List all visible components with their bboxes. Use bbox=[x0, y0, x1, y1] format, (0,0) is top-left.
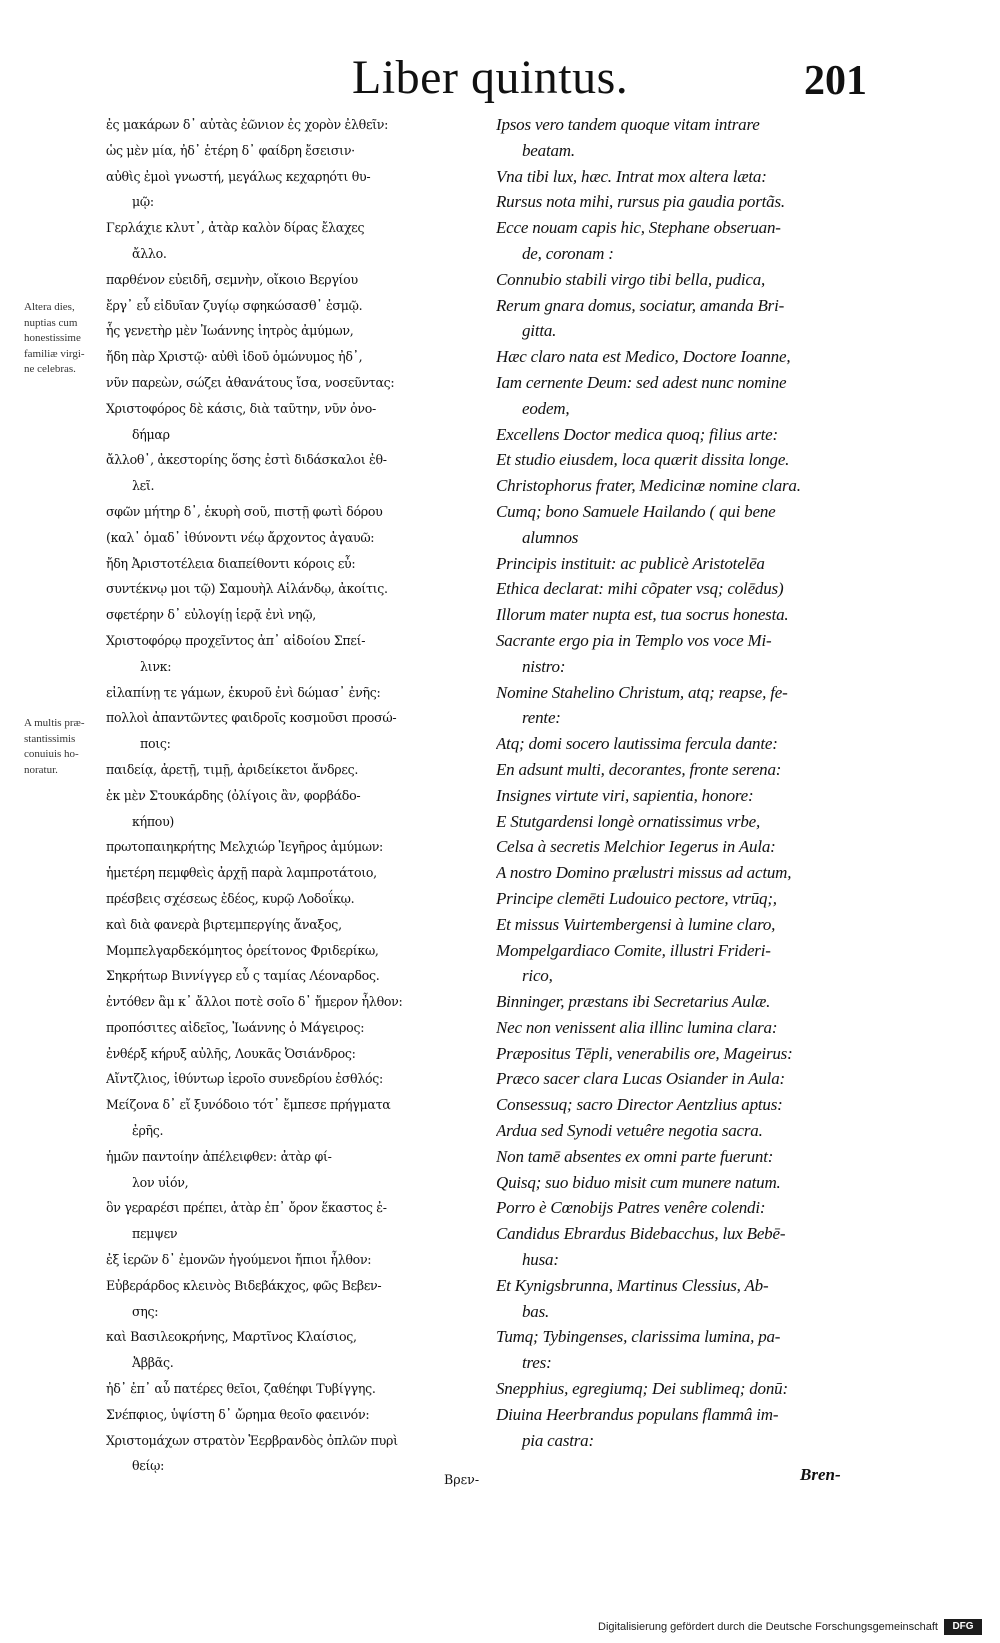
latin-line: Mompelgardiaco Comite, illustri Frideri- bbox=[496, 940, 771, 960]
latin-line: Nec non venissent alia illinc lumina clara: bbox=[496, 1017, 778, 1037]
greek-line: Χριστοφόρῳ προχεῖντος ἀπ᾽ αἰδοίου Σπεί- bbox=[106, 632, 366, 648]
greek-line: δήμαρ bbox=[132, 426, 170, 442]
latin-line: rico, bbox=[522, 966, 553, 986]
greek-line: Χριστοφόρος δὲ κάσις, διὰ ταῦτην, νῦν ὀνο- bbox=[106, 400, 376, 416]
latin-line: Porro è Cœnobijs Patres venêre colendi: bbox=[496, 1198, 766, 1218]
latin-line: Illorum mater nupta est, tua socrus honesta. bbox=[496, 605, 789, 625]
latin-line: Ipsos vero tandem quoque vitam intrare bbox=[496, 115, 760, 134]
greek-line: καὶ διὰ φανερὰ βιρτεμπεργίης ἄναξος, bbox=[106, 916, 342, 932]
running-head-title: Liber quintus. bbox=[352, 51, 629, 104]
latin-line: A nostro Domino prælustri missus ad actum, bbox=[496, 863, 792, 883]
latin-line: Binninger, præstans ibi Secretarius Aulæ. bbox=[496, 992, 771, 1012]
greek-line: ἄλλοθ᾽, ἀκεστορίης ὅσης ἐστὶ διδάσκαλοι ἐθ- bbox=[106, 452, 387, 468]
greek-line: ἤδη πὰρ Χριστῷ· αὐθὶ ἰδοῦ ὁμώνυμος ἠδ᾽, bbox=[106, 349, 363, 365]
greek-line: θείῳ: bbox=[132, 1458, 165, 1474]
greek-line: κήπου) bbox=[132, 813, 175, 829]
latin-line: E Stutgardensi longè ornatissimus vrbe, bbox=[496, 811, 761, 831]
latin-line: Præco sacer clara Lucas Osiander in Aula: bbox=[496, 1069, 785, 1089]
latin-line: Iam cernente Deum: sed adest nunc nomine bbox=[496, 372, 787, 392]
greek-line: προπόσιτες αἰδεῖος, Ἰωάννης ὁ Μάγειρος: bbox=[106, 1019, 365, 1035]
latin-line: Connubio stabili virgo tibi bella, pudica, bbox=[496, 269, 766, 289]
latin-line: Et missus Vuirtembergensi à lumine claro, bbox=[496, 914, 776, 934]
page-number: 201 bbox=[804, 58, 867, 104]
greek-line: ἐξ ἱερῶν δ᾽ ἐμονῶν ἡγούμενοι ἤπιοι ἦλθον: bbox=[106, 1252, 372, 1268]
latin-line: Principe clemēti Ludouico pectore, vtrūq;, bbox=[496, 888, 777, 908]
latin-line: bas. bbox=[522, 1301, 550, 1321]
margin-note-line: honestissime bbox=[24, 332, 81, 344]
greek-line: σης: bbox=[132, 1303, 159, 1319]
greek-line: ἧς γενετὴρ μὲν Ἰωάννης ἰητρὸς ἀμύμων, bbox=[106, 323, 354, 339]
greek-line: καὶ Βασιλεοκρήνης, Μαρτῖνος Κλαίσιος, bbox=[106, 1329, 357, 1345]
margin-note-line: conuiuis ho- bbox=[24, 748, 79, 760]
latin-line: Nomine Stahelino Christum, atq; reapse, fe- bbox=[496, 682, 788, 702]
latin-line: rente: bbox=[522, 708, 561, 728]
latin-line: Insignes virtute viri, sapientia, honore: bbox=[496, 785, 754, 805]
greek-line: λινκ: bbox=[140, 658, 172, 674]
latin-line: eodem, bbox=[522, 398, 570, 418]
greek-line: Μομπελγαρδεκόμητος ὁρείτονος Φριδερίκω, bbox=[106, 942, 379, 958]
greek-line: ἤδη Ἀριστοτέλεια διαπείθοντι κόροις εὖ: bbox=[106, 555, 356, 571]
greek-line: ἐς μακάρων δ᾽ αὐτὰς ἐῶνιον ἐς χορὸν ἐλθεῖν: bbox=[106, 117, 389, 132]
greek-line: (καλ᾽ ὁμαδ᾽ ἰθύνοντι νέῳ ἄρχοντος ἀγαυῶ: bbox=[106, 529, 375, 545]
latin-line: Cumq; bono Samuele Hailando ( qui bene bbox=[496, 501, 776, 521]
margin-note-2 bbox=[24, 716, 102, 778]
latin-line: beatam. bbox=[522, 140, 575, 160]
greek-line: ἡμῶν παντοίην ἀπέλειφθεν: ἀτὰρ φί- bbox=[106, 1148, 332, 1164]
greek-line: ἐκ μὲν Στουκάρδης (ὀλίγοις ἂν, φορβάδο- bbox=[106, 787, 361, 803]
greek-line: συντέκνῳ μοι τῷ) Σαμουὴλ Αἱλάνδῳ, ἀκοίτις. bbox=[106, 581, 388, 597]
greek-line: ἔργ᾽ εὖ εἰδυῖαν ζυγίῳ σφηκώσασθ᾽ ἐσμῷ. bbox=[106, 297, 363, 313]
greek-line: πολλοὶ ἀπαντῶντες φαιδροῖς κοσμοῦσι προσώ- bbox=[106, 710, 397, 726]
latin-line: alumnos bbox=[522, 527, 579, 547]
greek-line: σφετέρην δ᾽ εὐλογίῃ ἱερᾷ ἐνὶ νηῷ, bbox=[106, 607, 316, 623]
greek-line: ἐντόθεν ἂμ κ᾽ ἄλλοι ποτὲ σοῖο δ᾽ ἤμερον ἦλθον: bbox=[106, 994, 403, 1010]
latin-line: Vna tibi lux, hæc. Intrat mox altera læta: bbox=[496, 166, 767, 186]
greek-line: πεμψεν bbox=[132, 1226, 178, 1242]
latin-line: Non tamē absentes ex omni parte fuerunt: bbox=[496, 1146, 774, 1166]
greek-line: ἄλλο. bbox=[132, 245, 167, 261]
latin-column bbox=[496, 112, 850, 1453]
greek-line: μῷ: bbox=[132, 194, 154, 210]
greek-line: ἠδ᾽ ἐπ᾽ αὖ πατέρες θεῖοι, ζαθέηφι Τυβίγγης. bbox=[106, 1381, 376, 1397]
latin-line: Rursus nota mihi, rursus pia gaudia portãs. bbox=[496, 192, 785, 212]
latin-line: Ethica declarat: mihi cõpater vsq; colēdus) bbox=[496, 579, 784, 599]
latin-line: Celsa à secretis Melchior Iegerus in Aula: bbox=[496, 837, 776, 857]
margin-note-line: stantissimis bbox=[24, 732, 76, 745]
greek-line: Ἀββᾶς. bbox=[132, 1355, 174, 1371]
greek-line: ὡς μὲν μία, ἠδ᾽ ἑτέρη δ᾽ φαίδρη ἔσεισιν· bbox=[106, 142, 355, 158]
greek-line: παρθένον εὐειδῆ, σεμνὴν, οἴκοιο Βεργίου bbox=[106, 271, 358, 287]
latin-line: Christophorus frater, Medicinæ nomine clara. bbox=[496, 476, 801, 496]
latin-line: En adsunt multi, decorantes, fronte serena: bbox=[496, 759, 782, 779]
margin-note-line: A multis præ- bbox=[24, 717, 85, 729]
latin-line: Hæc claro nata est Medico, Doctore Ioanne, bbox=[496, 347, 791, 367]
latin-line: Tumq; Tybingenses, clarissima lumina, pa- bbox=[496, 1327, 781, 1347]
margin-note-line: ne celebras. bbox=[24, 363, 76, 375]
greek-line: Εὐβεράρδος κλεινὸς Βιδεβάκχος, φῶς Βεβεν- bbox=[106, 1277, 382, 1293]
digitization-credit: Digitalisierung gefördert durch die Deutsche Forschungsgemeinschaft bbox=[598, 1621, 938, 1633]
latin-line: Et studio eiusdem, loca quærit dissita longe. bbox=[496, 450, 790, 470]
greek-line: αὐθὶς ἐμοὶ γνωστή, μεγάλως κεχαρηότι θυ- bbox=[106, 168, 371, 184]
margin-note-line: nuptias cum bbox=[24, 316, 78, 329]
margin-note-1 bbox=[24, 300, 102, 378]
latin-line: Sacrante ergo pia in Templo vos voce Mi- bbox=[496, 630, 772, 650]
latin-line: nistro: bbox=[522, 656, 566, 676]
greek-column bbox=[106, 112, 482, 1479]
greek-line: σφῶν μήτηρ δ᾽, ἑκυρὴ σοῦ, πιστῇ φωτὶ δόρου bbox=[106, 503, 383, 519]
margin-note-line: Altera dies, bbox=[24, 301, 75, 313]
latin-line: Præpositus Tēpli, venerabilis ore, Mageirus: bbox=[496, 1043, 793, 1063]
latin-line: Et Kynigsbrunna, Martinus Clessius, Ab- bbox=[496, 1275, 769, 1295]
greek-line: Αἴντζλιος, ἰθύντωρ ἱεροῖο συνεδρίου ἐσθλός: bbox=[106, 1071, 383, 1087]
greek-line: Γερλάχιε κλυτ᾽, ἀτὰρ καλὸν δίρας ἔλαχες bbox=[106, 220, 365, 236]
greek-line: Χριστομάχων στρατὸν Ἑερβρανδὸς ὀπλῶν πυρὶ bbox=[106, 1432, 398, 1448]
greek-line: Σηκρήτωρ Βιννίγγερ εὖ ς ταμίας Λέοναρδος. bbox=[106, 968, 380, 984]
greek-line: ὃν γεραρέσι πρέπει, ἀτὰρ ἐπ᾽ ὄρον ἕκαστος ἐ- bbox=[106, 1200, 387, 1216]
greek-line: πρέσβεις σχέσεως ἐδέος, κυρῷ Λοδοΐκῳ. bbox=[106, 890, 355, 906]
greek-line: ποις: bbox=[140, 736, 171, 752]
latin-line: Atq; domi socero lautissima fercula dante: bbox=[496, 734, 778, 754]
latin-line: Excellens Doctor medica quoq; filius arte: bbox=[496, 424, 778, 444]
greek-line: εἰλαπίνῃ τε γάμων, ἑκυροῦ ἐνὶ δώμασ᾽ ἐνῆς: bbox=[106, 684, 381, 700]
latin-line: Ardua sed Synodi vetuêre negotia sacra. bbox=[496, 1121, 763, 1141]
greek-line: Σνέπφιος, ὑψίστη δ᾽ ὤρημα θεοῖο φαεινόν: bbox=[106, 1406, 370, 1422]
greek-line: παιδείᾳ, ἀρετῇ, τιμῇ, ἀριδείκετοι ἄνδρες. bbox=[106, 761, 359, 777]
greek-line: πρωτοπαιηκρήτης Μελχιώρ Ἰεγῆρος ἀμύμων: bbox=[106, 839, 383, 855]
latin-line: Principis instituit: ac publicè Aristotelēa bbox=[496, 553, 765, 573]
greek-line: Μείζονα δ᾽ εἴ ξυνόδοιο τότ᾽ ἔμπεσε πρήγματα bbox=[106, 1097, 391, 1113]
greek-line: ἡμετέρη πεμφθεὶς ἀρχῇ παρὰ λαμπροτάτοιο, bbox=[106, 865, 377, 881]
latin-line: gitta. bbox=[522, 321, 557, 341]
greek-line: λεῖ. bbox=[132, 478, 155, 494]
latin-line: Candidus Ebrardus Bidebacchus, lux Bebē- bbox=[496, 1224, 786, 1244]
greek-line: λον υἱόν, bbox=[132, 1174, 189, 1190]
dfg-logo: DFG bbox=[944, 1619, 982, 1635]
margin-note-line: noratur. bbox=[24, 763, 58, 776]
latin-line: tres: bbox=[522, 1353, 552, 1373]
greek-line: νῦν παρεὼν, σώζει ἀθανάτους ἴσα, νοσεῦντας: bbox=[106, 374, 395, 390]
latin-line: Diuina Heerbrandus populans flammâ im- bbox=[496, 1404, 779, 1424]
latin-catchword: Bren- bbox=[800, 1465, 841, 1484]
greek-catchword: Βρεν- bbox=[444, 1472, 480, 1487]
greek-line: ἐρῆς. bbox=[132, 1123, 164, 1139]
latin-line: Quisq; suo biduo misit cum munere natum. bbox=[496, 1172, 781, 1192]
latin-line: de, coronam : bbox=[522, 243, 614, 263]
latin-line: Rerum gnara domus, sociatur, amanda Bri- bbox=[496, 295, 785, 315]
greek-line: ἐνθέρξ κήρυξ αὐλῆς, Λουκᾶς Ὀσιάνδρος: bbox=[106, 1045, 356, 1061]
latin-line: Ecce nouam capis hic, Stephane obseruan- bbox=[496, 218, 781, 238]
latin-line: husa: bbox=[522, 1250, 559, 1270]
margin-note-line: familiæ virgi- bbox=[24, 347, 85, 360]
latin-line: pia castra: bbox=[522, 1430, 594, 1450]
latin-line: Snepphius, egregiumq; Dei sublimeq; donū: bbox=[496, 1379, 788, 1399]
latin-line: Consessuq; sacro Director Aentzlius aptus: bbox=[496, 1095, 783, 1115]
